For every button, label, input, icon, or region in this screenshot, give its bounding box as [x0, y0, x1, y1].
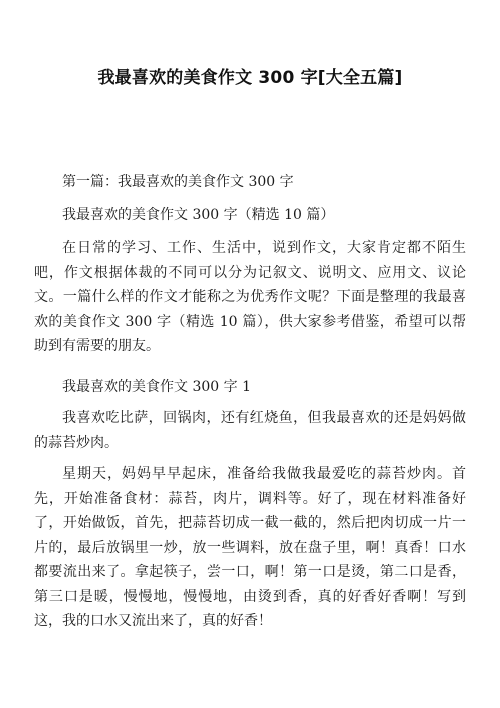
paragraph: 我最喜欢的美食作文 300 字（精选 10 篇）	[62, 207, 335, 223]
paragraph: 我最喜欢的美食作文 300 字 1	[62, 379, 251, 395]
paragraph: 第一篇：我最喜欢的美食作文 300 字	[62, 174, 294, 190]
paragraph: 在日常的学习、工作、生活中，说到作文，大家肯定都不陌生吧，作文根据体裁的不同可以分为记叙文、说明文、应用文、议论文。一篇什么样的作文才能称之为优秀作文呢？下面是整理的我最喜欢的美食作文 300 字（精选 10 篇），供大家参考借鉴，希望可以帮助到有需要的朋友。	[34, 240, 466, 354]
paragraph: 星期天，妈妈早早起床，准备给我做我最爱吃的蒜苔炒肉。首先，开始准备食材：蒜苔，肉片，调料等。好了，现在材料准备好了，开始做饭，首先，把蒜苔切成一截一截的，然后把肉切成一片一片的，最后放锅里一炒，放一些调料，放在盘子里，啊！真香！口水都要流出来了。拿起筷子，尝一口，啊！第一口是烫，第二口是香，第三口是暖，慢慢地，慢慢地，由烫到香，真的好香好香啊！写到这，我的口水又流出来了，真的好香！	[34, 466, 466, 629]
document-page	[34, 0, 466, 708]
document-title: 我最喜欢的美食作文 300 字[大全五篇]	[97, 68, 403, 88]
paragraph: 我喜欢吃比萨，回锅肉，还有红烧鱼，但我最喜欢的还是妈妈做的蒜苔炒肉。	[34, 410, 466, 451]
